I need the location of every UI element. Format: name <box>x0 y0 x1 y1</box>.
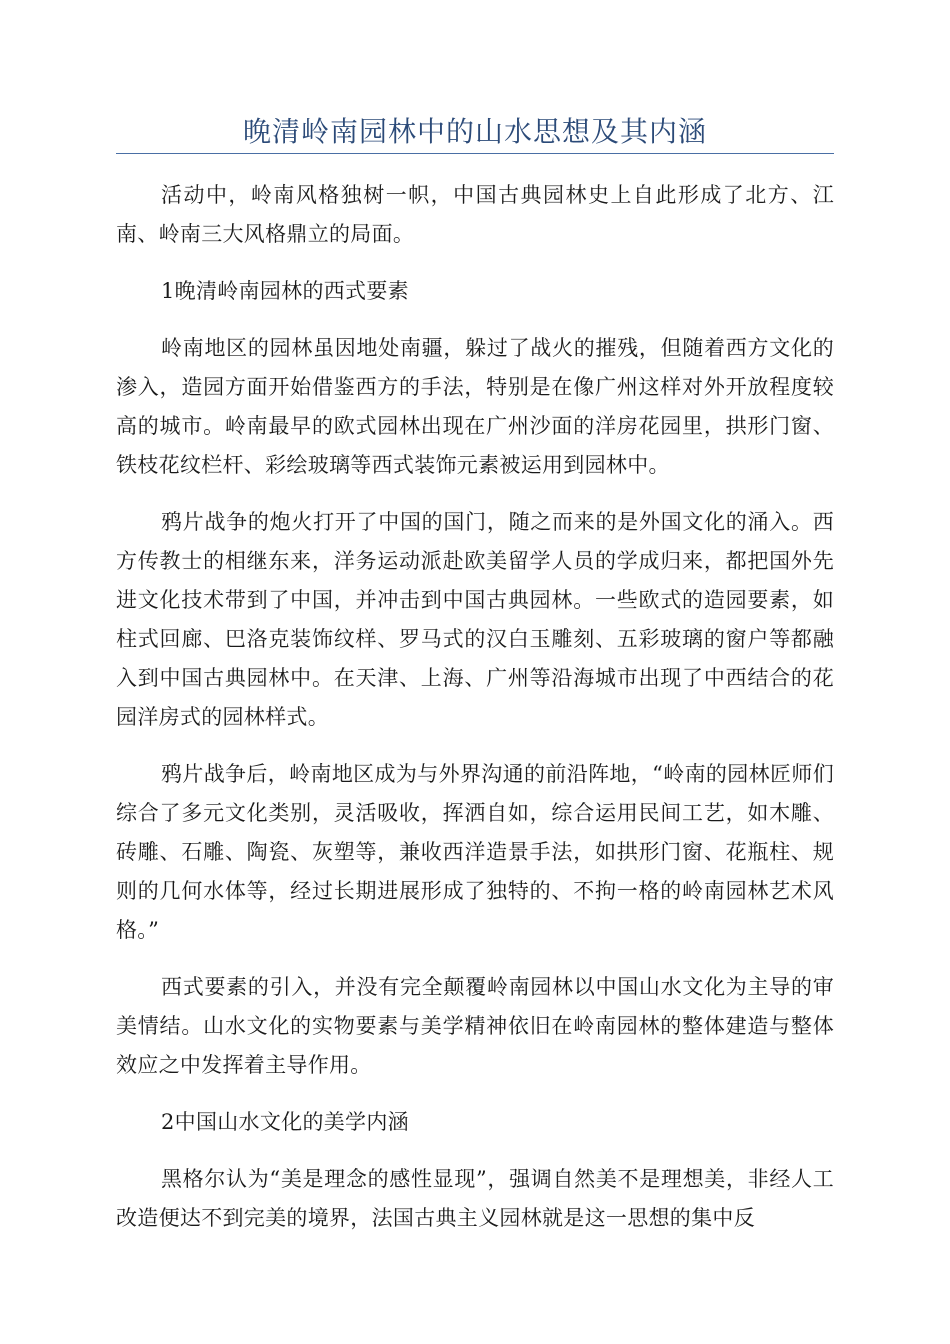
paragraph: 活动中，岭南风格独树一帜，中国古典园林史上自此形成了北方、江南、岭南三大风格鼎立的局面。 <box>116 183 834 246</box>
paragraph: 岭南地区的园林虽因地处南疆，躲过了战火的摧残，但随着西方文化的渗入，造园方面开始借鉴西方的手法，特别是在像广州这样对外开放程度较高的城市。岭南最早的欧式园林出现在广州沙面的洋房花园里，拱形门窗、铁枝花纹栏杆、彩绘玻璃等西式装饰元素被运用到园林中。 <box>116 336 834 477</box>
paragraph: 鸦片战争后，岭南地区成为与外界沟通的前沿阵地，“岭南的园林匠师们综合了多元文化类别，灵活吸收，挥洒自如，综合运用民间工艺，如木雕、砖雕、石雕、陶瓷、灰塑等，兼收西洋造景手法，如拱形门窗、花瓶柱、规则的几何水体等，经过长期进展形成了独特的、不拘一格的岭南园林艺术风格。” <box>116 762 834 942</box>
document-title: 晚清岭南园林中的山水思想及其内涵 <box>242 115 707 148</box>
paragraph: 鸦片战争的炮火打开了中国的国门，随之而来的是外国文化的涌入。西方传教士的相继东来，洋务运动派赴欧美留学人员的学成归来，都把国外先进文化技术带到了中国，并冲击到中国古典园林。一些欧式的造园要素，如柱式回廊、巴洛克装饰纹样、罗马式的汉白玉雕刻、五彩玻璃的窗户等都融入到中国古典园林中。在天津、上海、广州等沿海城市出现了中西结合的花园洋房式的园林样式。 <box>116 510 834 729</box>
section-heading: 1晚清岭南园林的西式要素 <box>161 279 409 303</box>
paragraph: 黑格尔认为“美是理念的感性显现”，强调自然美不是理想美，非经人工改造便达不到完美的境界，法国古典主义园林就是这一思想的集中反 <box>116 1167 834 1230</box>
title-underline <box>116 153 834 154</box>
section-heading: 2中国山水文化的美学内涵 <box>161 1110 409 1134</box>
paragraph: 西式要素的引入，并没有完全颠覆岭南园林以中国山水文化为主导的审美情结。山水文化的实物要素与美学精神依旧在岭南园林的整体建造与整体效应之中发挥着主导作用。 <box>116 975 834 1077</box>
document-body <box>116 176 834 1256</box>
